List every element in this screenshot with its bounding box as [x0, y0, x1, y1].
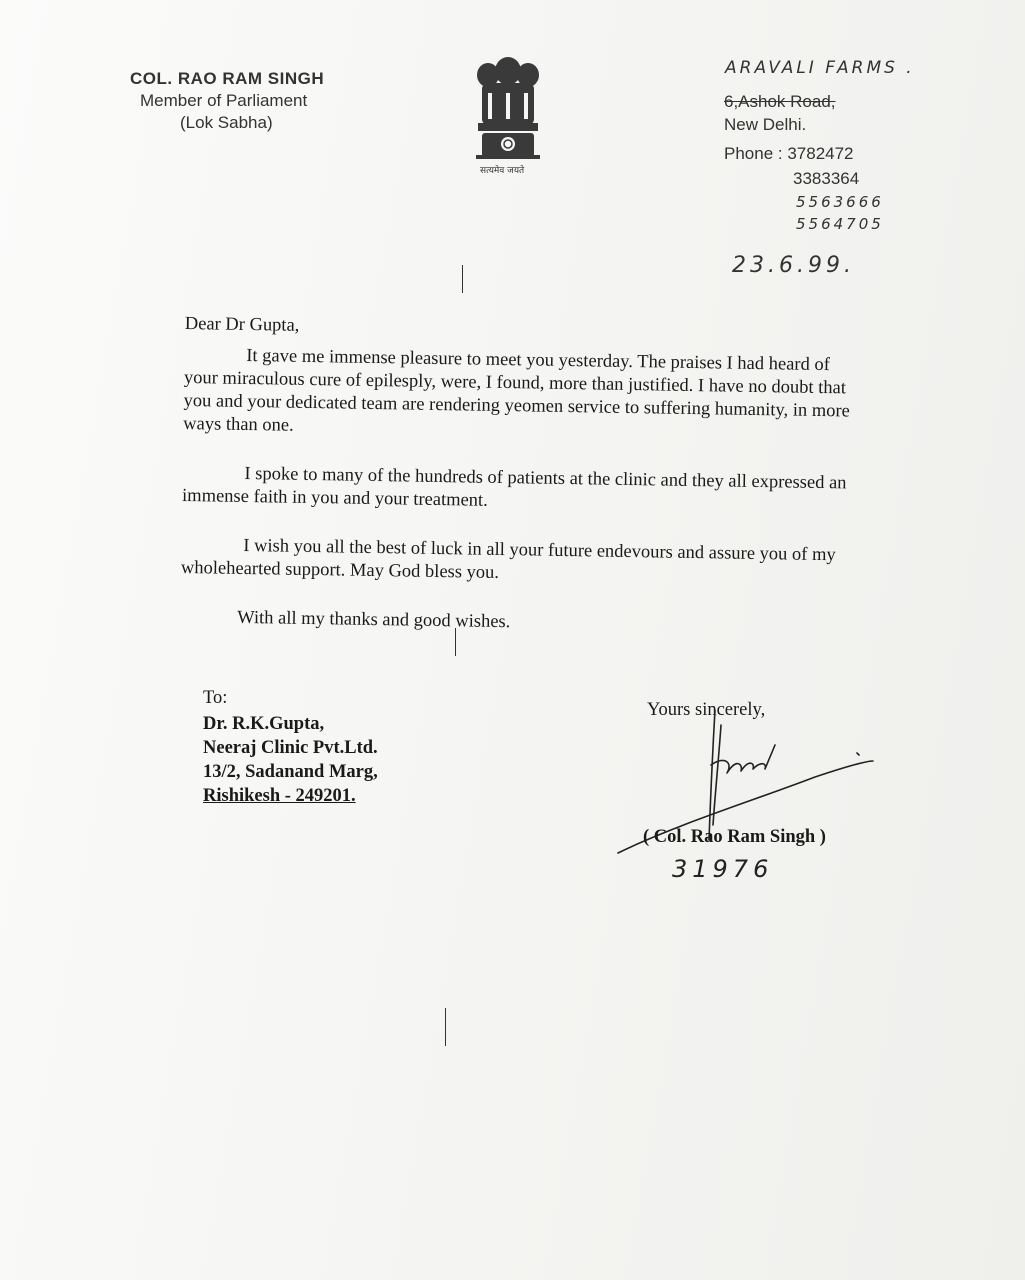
handwritten-number: 31976 — [672, 855, 774, 883]
phone-primary: Phone : 3782472 — [724, 144, 854, 163]
fold-mark — [445, 1008, 446, 1046]
recipient-street: 13/2, Sadanand Marg, — [203, 762, 378, 782]
recipient-city: Rishikesh - 249201. — [203, 786, 356, 806]
paragraph-4: With all my thanks and good wishes. — [237, 607, 511, 633]
address-city: New Delhi. — [724, 115, 807, 134]
address-street: 6,Ashok Road, — [724, 92, 836, 111]
valediction: Yours sincerely, — [647, 700, 766, 720]
paragraph-3: I wish you all the best of luck in all your future endevours and assure you of my wholehearted support. May God bless you. — [180, 535, 836, 583]
to-label: To: — [203, 688, 228, 708]
sender-house: (Lok Sabha) — [180, 113, 273, 132]
letter-body — [180, 313, 865, 640]
recipient-org: Neeraj Clinic Pvt.Ltd. — [203, 738, 378, 758]
signatory-name: ( Col. Rao Ram Singh ) — [643, 827, 826, 847]
paragraph-1: It gave me immense pleasure to meet you yesterday. The praises I had heard of your miraculous cure of epilesply, were, I found, more than justified. I have no doubt that you and your dedicated team are rendering yeomen service to suffering humanity, in more ways than one. — [183, 345, 850, 436]
phone-secondary: 3383364 — [793, 169, 860, 188]
emblem-motto: सत्यमेव जयते — [480, 166, 525, 176]
address-block — [724, 90, 859, 190]
handwritten-date: 23.6.99. — [732, 253, 855, 278]
recipient-name: Dr. R.K.Gupta, — [203, 714, 325, 734]
handwritten-phone-1: 5563666 — [796, 193, 884, 211]
sender-block — [130, 68, 324, 134]
salutation: Dear Dr Gupta, — [184, 313, 300, 336]
handwritten-phone-2: 5564705 — [796, 215, 884, 233]
sender-name: COL. RAO RAM SINGH — [130, 69, 325, 88]
paragraph-2: I spoke to many of the hundreds of patients at the clinic and they all expressed an immense faith in you and your treatment. — [181, 463, 847, 511]
handwritten-farm-name: ARAVALI FARMS . — [725, 58, 915, 78]
fold-mark — [462, 265, 463, 293]
recipient-block — [203, 686, 378, 808]
sender-role: Member of Parliament — [140, 91, 308, 110]
national-emblem-icon — [468, 55, 548, 180]
